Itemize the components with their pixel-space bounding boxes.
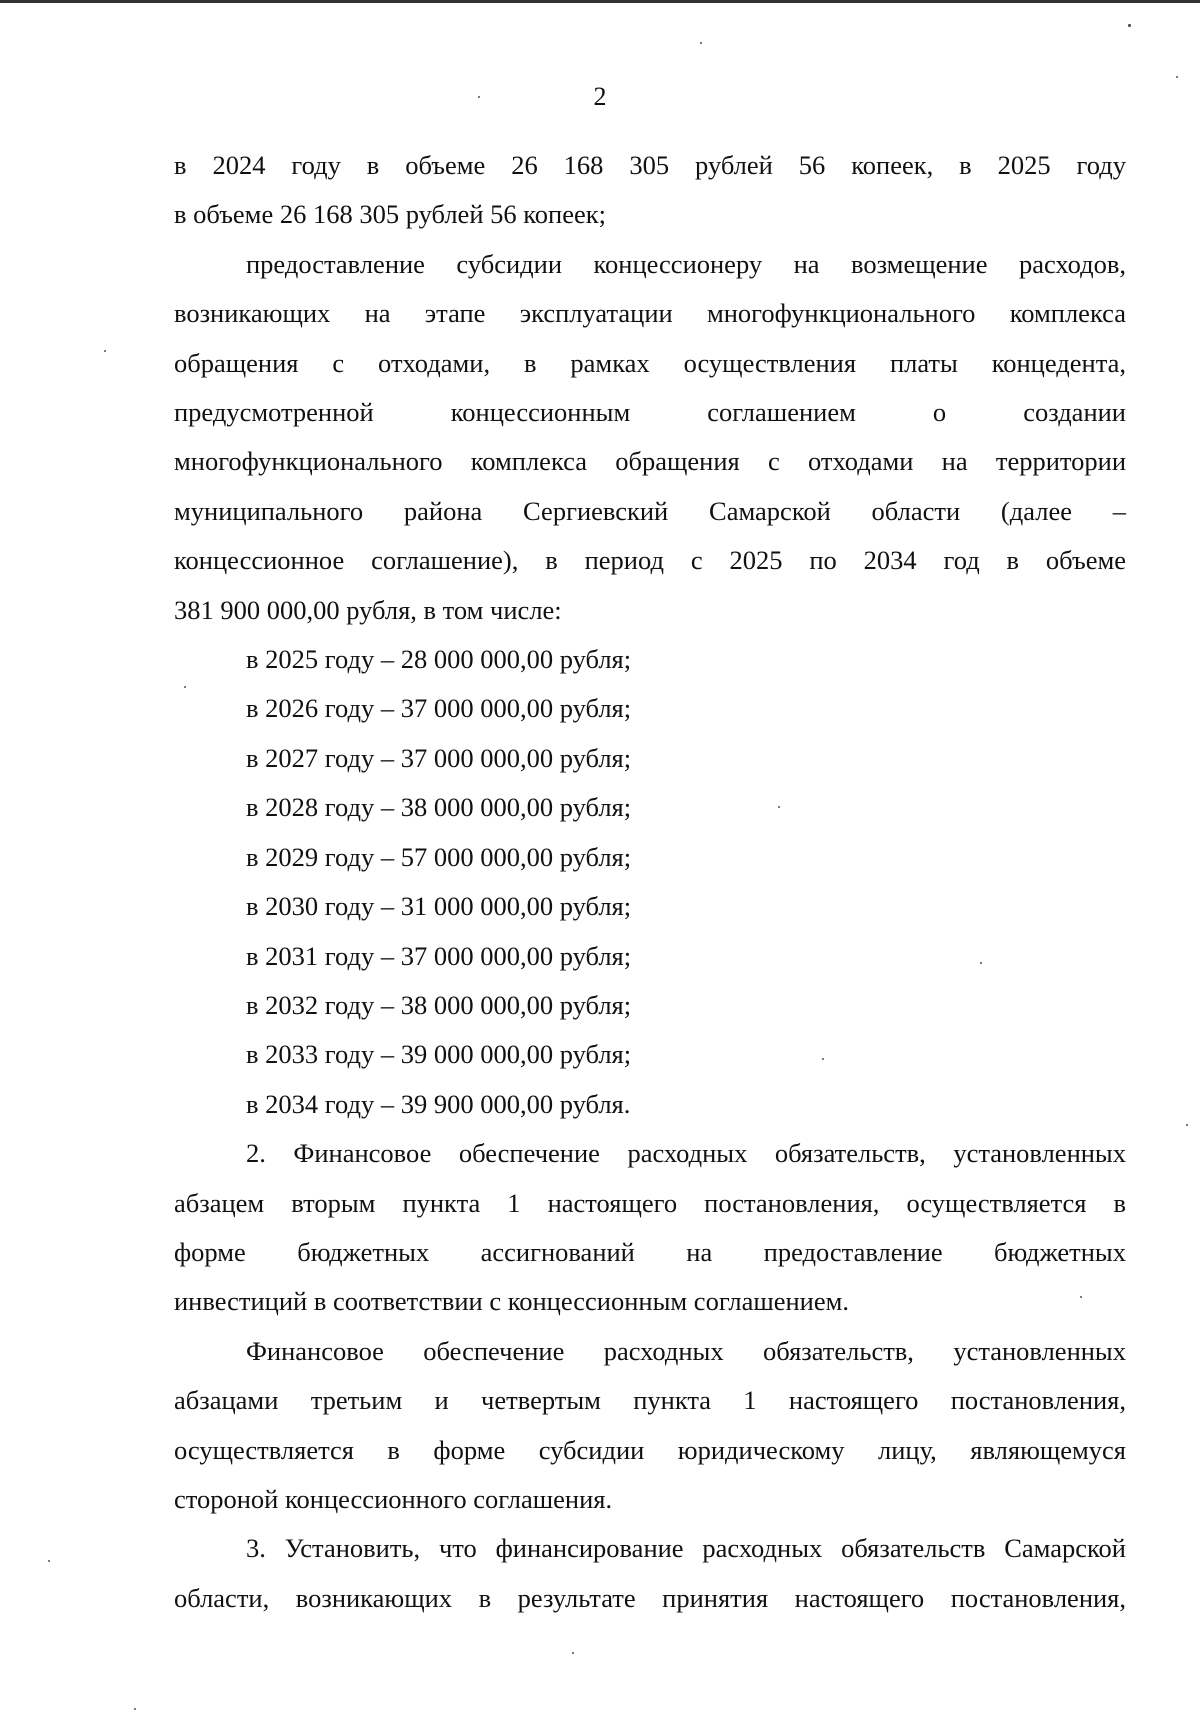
scan-speck <box>572 1652 574 1654</box>
paragraph-1-line-3: обращения с отходами, в рамках осуществления платы концедента, <box>174 347 1126 378</box>
amount-line-2026: в 2026 году – 37 000 000,00 рубля; <box>246 693 632 724</box>
amount-line-2033: в 2033 году – 39 000 000,00 рубля; <box>246 1039 632 1070</box>
scan-speck <box>1080 1296 1082 1298</box>
paragraph-1-line-7: концессионное соглашение), в период с 2025 по 2034 год в объеме <box>174 545 1126 576</box>
paragraph-4-line-1: 3. Установить, что финансирование расходных обязательств Самарской <box>246 1533 1126 1564</box>
amount-line-2030: в 2030 году – 31 000 000,00 рубля; <box>246 891 632 922</box>
paragraph-0-line-1: в 2024 году в объеме 26 168 305 рублей 56 копеек, в 2025 году <box>174 150 1126 180</box>
paragraph-3-line-3: осуществляется в форме субсидии юридическому лицу, являющемуся <box>174 1434 1126 1465</box>
amount-line-2032: в 2032 году – 38 000 000,00 рубля; <box>246 989 632 1020</box>
scan-speck <box>1186 1124 1188 1126</box>
amount-line-2027: в 2027 году – 37 000 000,00 рубля; <box>246 742 632 773</box>
paragraph-1-line-2: возникающих на этапе эксплуатации многофункционального комплекса <box>174 298 1126 329</box>
scan-speck <box>1128 24 1131 27</box>
paragraph-0-line-2: в объеме 26 168 305 рублей 56 копеек; <box>174 199 606 230</box>
paragraph-1-line-6: муниципального района Сергиевский Самарской области (далее – <box>174 495 1126 526</box>
paragraph-3-line-2: абзацами третьим и четвертым пункта 1 настоящего постановления, <box>174 1385 1126 1416</box>
paragraph-1-line-5: многофункционального комплекса обращения с отходами на территории <box>174 446 1126 477</box>
amount-line-2031: в 2031 году – 37 000 000,00 рубля; <box>246 940 632 971</box>
scan-speck <box>778 806 780 808</box>
paragraph-4-line-2: области, возникающих в результате принятия настоящего постановления, <box>174 1582 1126 1613</box>
paragraph-3-line-4: стороной концессионного соглашения. <box>174 1483 613 1514</box>
paragraph-2-line-2: абзацем вторым пункта 1 настоящего постановления, осуществляется в <box>174 1187 1126 1218</box>
scan-speck <box>700 42 702 44</box>
scan-speck <box>980 962 982 964</box>
document-body <box>174 141 1126 1623</box>
paragraph-1-line-4: предусмотренной концессионным соглашением о создании <box>174 397 1126 428</box>
scan-speck <box>478 96 480 98</box>
scan-top-edge <box>0 0 1200 3</box>
paragraph-3-line-1: Финансовое обеспечение расходных обязательств, установленных <box>246 1335 1126 1366</box>
paragraph-2-line-4: инвестиций в соответствии с концессионным соглашением. <box>174 1286 850 1317</box>
scan-speck <box>822 1058 824 1060</box>
page-number: 2 <box>593 82 607 111</box>
amount-line-2025: в 2025 году – 28 000 000,00 рубля; <box>246 644 632 675</box>
scan-speck <box>184 686 186 688</box>
paragraph-2-line-3: форме бюджетных ассигнований на предоставление бюджетных <box>174 1236 1126 1267</box>
scan-speck <box>48 1560 50 1562</box>
paragraph-1-line-8: 381 900 000,00 рубля, в том числе: <box>174 594 562 625</box>
paragraph-2-line-1: 2. Финансовое обеспечение расходных обязательств, установленных <box>246 1138 1126 1169</box>
amount-line-2028: в 2028 году – 38 000 000,00 рубля; <box>246 792 632 823</box>
amount-line-2029: в 2029 году – 57 000 000,00 рубля; <box>246 841 632 872</box>
paragraph-1-line-1: предоставление субсидии концессионеру на возмещение расходов, <box>246 248 1126 279</box>
scan-speck <box>134 1708 136 1710</box>
scan-speck <box>1176 76 1178 78</box>
amount-line-2034: в 2034 году – 39 900 000,00 рубля. <box>246 1088 631 1119</box>
scan-speck <box>104 350 106 352</box>
